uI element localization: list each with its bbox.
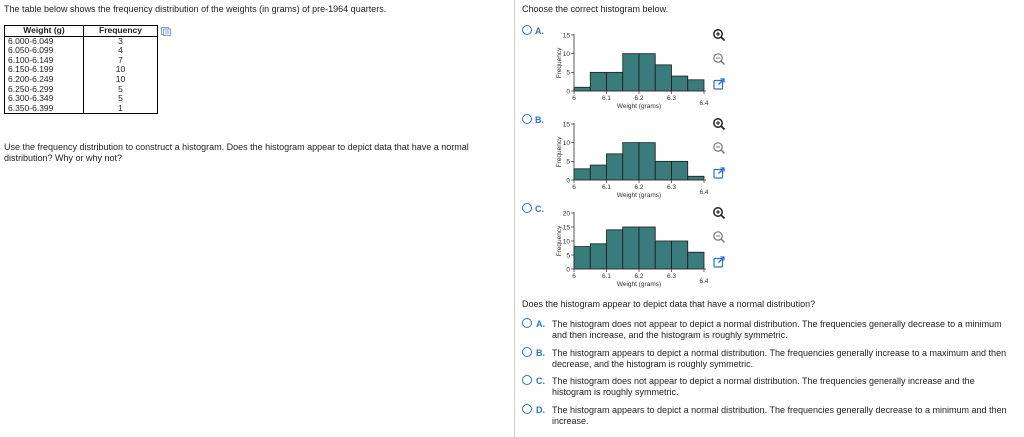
zoom-out-icon[interactable] [712, 141, 726, 155]
y-tick-label: 5 [566, 252, 570, 260]
frequency-cell: 4 [84, 46, 158, 56]
answer-text-d[interactable]: The histogram appears to depict a normal distribution. The frequencies generally decrease to a minimum and then increase. [552, 405, 1007, 426]
y-axis-label: Frequency [556, 225, 563, 257]
y-tick-label: 0 [566, 266, 570, 274]
y-tick-label: 5 [566, 158, 570, 166]
histogram-bar [623, 143, 639, 180]
histogram-radio-a[interactable] [522, 25, 532, 35]
answer-text-a[interactable]: The histogram does not appear to depict a normal distribution. The frequencies generally decrease to a minimum and then increase, and the histogram is roughly symmetric. [552, 319, 1002, 340]
x-tick-label: 6.2 [634, 273, 644, 280]
y-tick-label: 15 [562, 224, 570, 232]
weight-cell: 6.150-6.199 [5, 65, 84, 75]
x-tick-label: 6.4 [699, 189, 709, 196]
panel-divider [514, 0, 515, 437]
y-tick-label: 0 [566, 88, 570, 96]
histogram-b [552, 122, 712, 208]
x-tick-label: 6 [572, 184, 576, 191]
weight-cell: 6.100-6.149 [5, 56, 84, 66]
histogram-bar [639, 54, 655, 91]
x-tick-label: 6 [572, 273, 576, 280]
y-tick-label: 0 [566, 177, 570, 185]
histogram-letter-a: A. [535, 26, 544, 36]
frequency-cell: 5 [84, 94, 158, 104]
histogram-bar [672, 76, 688, 91]
x-tick-label: 6.3 [666, 184, 677, 191]
histogram-bar [574, 247, 590, 269]
open-new-window-icon[interactable] [712, 77, 726, 91]
x-axis-label: Weight (grams) [616, 192, 662, 199]
histogram-bar [607, 230, 623, 269]
answer-text-b[interactable]: The histogram appears to depict a normal distribution. The frequencies generally increase to a maximum and then decrease, and the histogram is roughly symmetric. [552, 348, 1007, 369]
question-text: Use the frequency distribution to construct a histogram. Does the histogram appear to depict data that have a normal distribution? Why or why not? [4, 142, 469, 163]
histogram-bar [672, 161, 688, 180]
histogram-radio-c[interactable] [522, 203, 532, 213]
zoom-in-icon[interactable] [712, 28, 726, 42]
zoom-in-icon[interactable] [712, 206, 726, 220]
y-tick-label: 15 [562, 33, 570, 40]
answer-letter-a: A. [536, 319, 545, 329]
weight-cell: 6.200-6.249 [5, 75, 84, 85]
histogram-bar [655, 65, 671, 91]
histogram-bar [590, 165, 606, 180]
y-tick-label: 10 [562, 50, 570, 58]
frequency-cell: 7 [84, 56, 158, 66]
x-axis-label: Weight (grams) [616, 103, 662, 110]
weight-cell: 6.350-6.399 [5, 104, 84, 114]
answer-letter-d: D. [536, 405, 545, 415]
histogram-bar [623, 54, 639, 91]
histogram-bar [639, 227, 655, 269]
header-weight: Weight (g) [5, 26, 84, 37]
y-tick-label: 10 [562, 238, 570, 246]
frequency-table [4, 25, 158, 114]
histogram-letter-b: B. [535, 115, 544, 125]
answer-radio-d[interactable] [522, 404, 532, 414]
histogram-c [552, 211, 712, 297]
answer-radio-c[interactable] [522, 375, 532, 385]
y-tick-label: 20 [562, 211, 570, 218]
x-axis-label: Weight (grams) [616, 281, 662, 288]
histogram-bar [655, 161, 671, 180]
histogram-bar [639, 143, 655, 180]
y-tick-label: 5 [566, 69, 570, 77]
open-new-window-icon[interactable] [712, 166, 726, 180]
histogram-bar [688, 80, 704, 91]
frequency-cell: 10 [84, 65, 158, 75]
histogram-bar [574, 169, 590, 180]
histogram-bar [623, 227, 639, 269]
histogram-bar [655, 241, 671, 269]
weight-cell: 6.000-6.049 [5, 36, 84, 46]
frequency-cell: 5 [84, 85, 158, 95]
histogram-bar [574, 87, 590, 91]
y-axis-label: Frequency [556, 47, 563, 79]
x-tick-label: 6.4 [699, 100, 709, 107]
answer-radio-b[interactable] [522, 347, 532, 357]
x-tick-label: 6.4 [699, 278, 709, 285]
zoom-out-icon[interactable] [712, 230, 726, 244]
histogram-bar [607, 72, 623, 91]
intro-text: The table below shows the frequency distribution of the weights (in grams) of pre-1964 quarters. [4, 4, 387, 14]
histogram-bar [607, 154, 623, 180]
histogram-letter-c: C. [535, 204, 544, 214]
choose-histogram-prompt: Choose the correct histogram below. [522, 4, 669, 14]
y-tick-label: 10 [562, 139, 570, 147]
x-tick-label: 6.2 [634, 184, 644, 191]
x-tick-label: 6.2 [634, 95, 644, 102]
x-tick-label: 6.3 [666, 95, 677, 102]
x-tick-label: 6.1 [601, 184, 612, 191]
frequency-cell: 10 [84, 75, 158, 85]
histogram-a [552, 33, 712, 119]
histogram-bar [688, 252, 704, 269]
frequency-cell: 3 [84, 36, 158, 46]
y-tick-label: 15 [562, 122, 570, 129]
weight-cell: 6.300-6.349 [5, 94, 84, 104]
histogram-bar [590, 72, 606, 91]
x-tick-label: 6.1 [601, 95, 612, 102]
x-tick-label: 6.1 [601, 273, 612, 280]
y-axis-label: Frequency [556, 136, 563, 168]
zoom-out-icon[interactable] [712, 52, 726, 66]
zoom-in-icon[interactable] [712, 117, 726, 131]
histogram-bar [688, 176, 704, 180]
x-tick-label: 6 [572, 95, 576, 102]
header-frequency: Frequency [84, 26, 158, 37]
answer-letter-c: C. [536, 376, 545, 386]
copy-data-icon[interactable] [161, 27, 171, 36]
answer-letter-b: B. [536, 348, 545, 358]
answer-text-c[interactable]: The histogram does not appear to depict a normal distribution. The frequencies generally increase and the histogram is roughly symmetric. [552, 376, 975, 397]
histogram-radio-b[interactable] [522, 114, 532, 124]
histogram-bar [672, 241, 688, 269]
weight-cell: 6.250-6.299 [5, 85, 84, 95]
table-row [5, 104, 158, 114]
histogram-bar [590, 244, 606, 269]
frequency-cell: 1 [84, 104, 158, 114]
open-new-window-icon[interactable] [712, 255, 726, 269]
answer-radio-a[interactable] [522, 318, 532, 328]
normal-distribution-prompt: Does the histogram appear to depict data that have a normal distribution? [522, 299, 816, 309]
weight-cell: 6.050-6.099 [5, 46, 84, 56]
x-tick-label: 6.3 [666, 273, 677, 280]
